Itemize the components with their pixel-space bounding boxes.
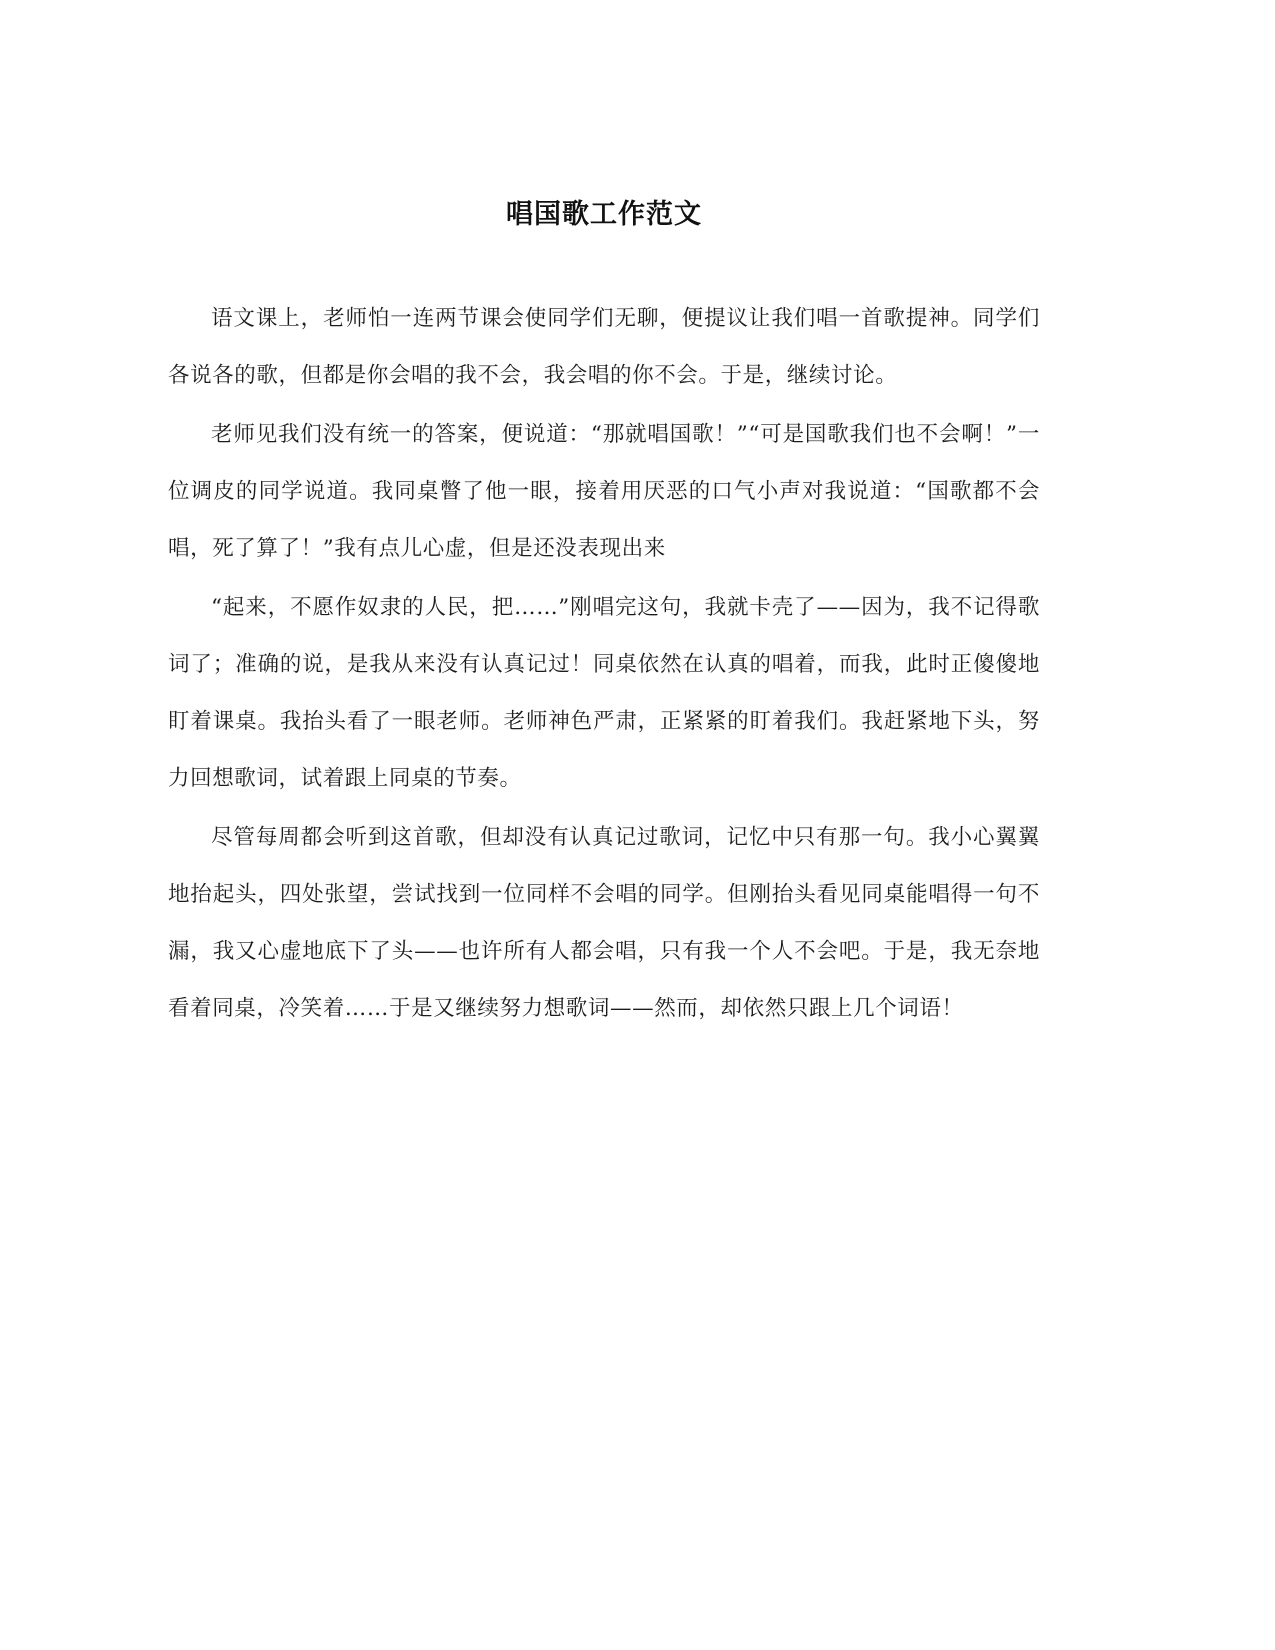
- document-content: [168, 0, 1040, 1039]
- paragraph: 语文课上，老师怕一连两节课会使同学们无聊，便提议让我们唱一首歌提神。同学们各说各的歌，但都是你会唱的我不会，我会唱的你不会。于是，继续讨论。: [168, 305, 1040, 388]
- document-body: [168, 234, 1040, 1037]
- page-title: 唱国歌工作范文: [506, 199, 702, 230]
- paragraph: “起来，不愿作奴隶的人民，把……”刚唱完这句，我就卡壳了——因为，我不记得歌词了；准确的说，是我从来没有认真记过！同桌依然在认真的唱着，而我，此时正傻傻地盯着课桌。我抬头看了一眼老师。老师神色严肃，正紧紧的盯着我们。我赶紧地下头，努力回想歌词，试着跟上同桌的节奏。: [168, 594, 1040, 791]
- paragraph: 老师见我们没有统一的答案，便说道：“那就唱国歌！”“可是国歌我们也不会啊！”一位调皮的同学说道。我同桌瞥了他一眼，接着用厌恶的口气小声对我说道：“国歌都不会唱，死了算了！”我有点儿心虚，但是还没表现出来: [168, 421, 1040, 561]
- paragraph: 尽管每周都会听到这首歌，但却没有认真记过歌词，记忆中只有那一句。我小心翼翼地抬起头，四处张望，尝试找到一位同样不会唱的同学。但刚抬头看见同桌能唱得一句不漏，我又心虚地底下了头——也许所有人都会唱，只有我一个人不会吧。于是，我无奈地看着同桌，冷笑着……于是又继续努力想歌词——然而，却依然只跟上几个词语！: [168, 824, 1040, 1021]
